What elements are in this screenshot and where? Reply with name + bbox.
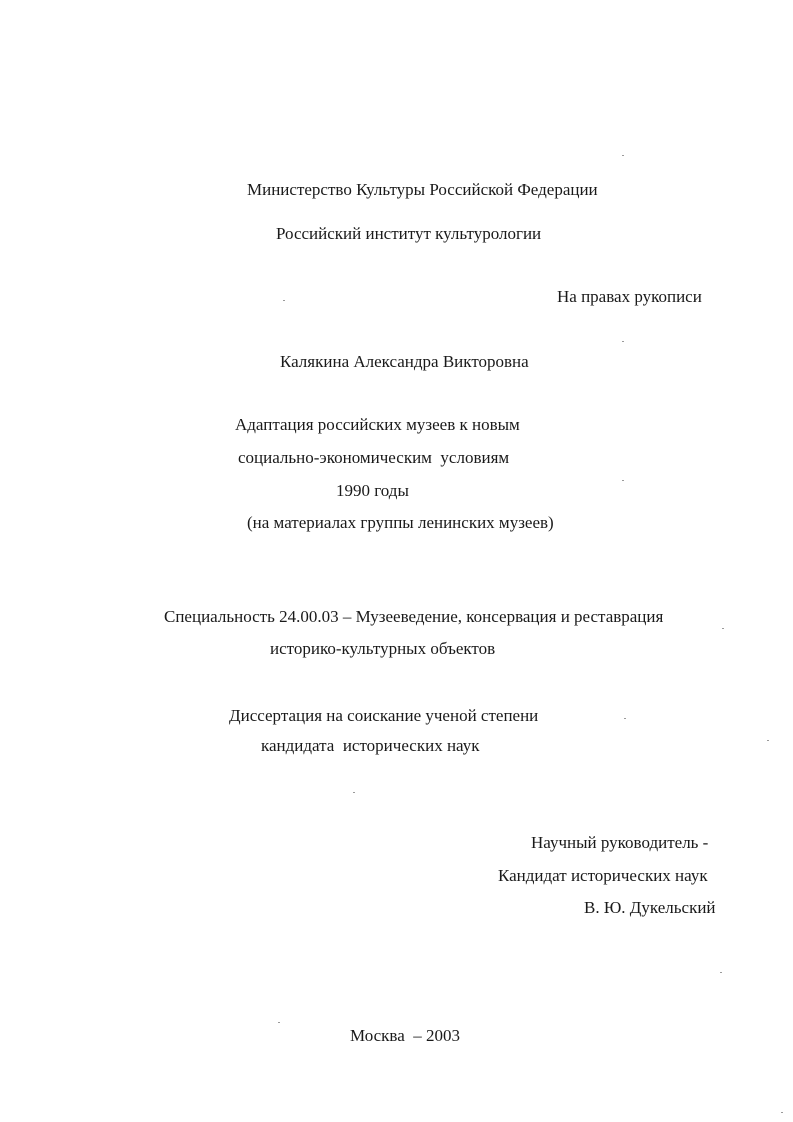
degree-line-2: кандидата исторических наук bbox=[261, 736, 480, 755]
specialty-line-1: Специальность 24.00.03 – Музееведение, консервация и реставрация bbox=[164, 607, 664, 626]
scan-speck bbox=[622, 480, 624, 481]
author-name: Калякина Александра Викторовна bbox=[280, 352, 529, 371]
scan-speck bbox=[781, 1112, 783, 1113]
institute-heading: Российский институт культурологии bbox=[276, 224, 542, 243]
scan-speck bbox=[722, 628, 724, 629]
scan-speck bbox=[353, 792, 355, 793]
scan-speck bbox=[622, 341, 624, 342]
ministry-heading: Министерство Культуры Российской Федерации bbox=[247, 180, 598, 199]
degree-line-1: Диссертация на соискание ученой степени bbox=[229, 706, 539, 725]
scan-speck bbox=[720, 972, 722, 973]
title-line-1: Адаптация российских музеев к новым bbox=[235, 415, 520, 434]
title-line-4: (на материалах группы ленинских музеев) bbox=[247, 513, 554, 532]
scan-speck bbox=[622, 155, 624, 156]
title-line-3: 1990 годы bbox=[336, 481, 409, 500]
supervisor-degree: Кандидат исторических наук bbox=[498, 866, 708, 885]
title-line-2: социально-экономическим условиям bbox=[238, 448, 510, 467]
specialty-line-2: историко-культурных объектов bbox=[270, 639, 496, 658]
scan-speck bbox=[278, 1022, 280, 1023]
scan-speck bbox=[624, 718, 626, 719]
supervisor-role: Научный руководитель - bbox=[531, 833, 709, 852]
scan-speck bbox=[767, 740, 769, 741]
scan-speck bbox=[283, 300, 285, 301]
city-year: Москва – 2003 bbox=[350, 1026, 461, 1045]
supervisor-name: В. Ю. Дукельский bbox=[584, 898, 716, 917]
manuscript-note: На правах рукописи bbox=[557, 287, 702, 306]
